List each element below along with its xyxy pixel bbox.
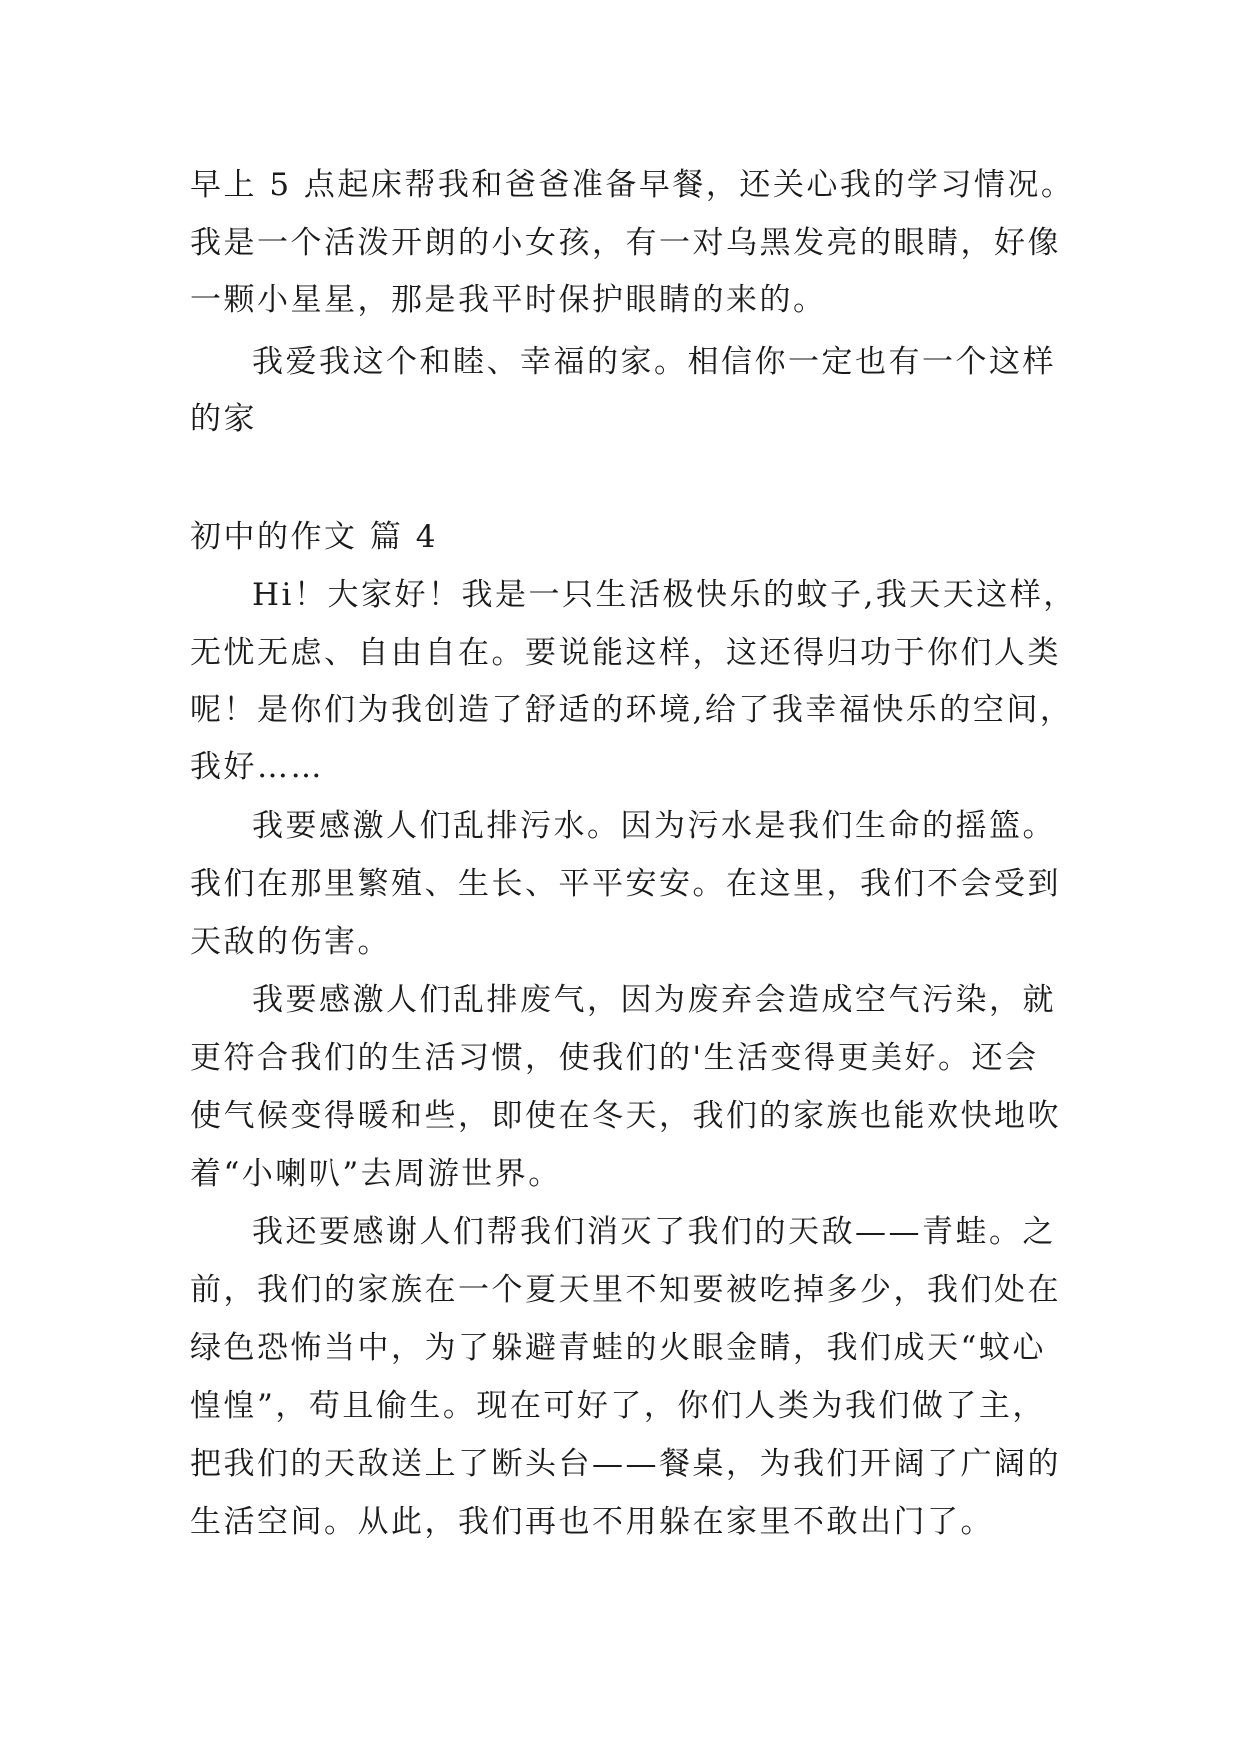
text-line: 更符合我们的生活习惯，使我们的'生活变得更美好。还会 bbox=[190, 1040, 1039, 1076]
text-line: 呢！是你们为我创造了舒适的环境,给了我幸福快乐的空间， bbox=[190, 692, 1074, 728]
text-line: 使气候变得暖和些，即使在冬天，我们的家族也能欢快地吹 bbox=[190, 1098, 1061, 1134]
text-line: 的家 bbox=[190, 401, 257, 437]
text-line: Hi！大家好！我是一只生活极快乐的蚊子,我天天这样， bbox=[252, 577, 1077, 613]
text-line: 把我们的天敌送上了断头台——餐桌，为我们开阔了广阔的 bbox=[190, 1446, 1061, 1482]
text-line: 我爱我这个和睦、幸福的家。相信你一定也有一个这样 bbox=[252, 344, 1056, 380]
section-heading: 初中的作文 篇 4 bbox=[190, 519, 438, 555]
text-line: 早上 5 点起床帮我和爸爸准备早餐，还关心我的学习情况。 bbox=[190, 167, 1075, 203]
text-line: 我是一个活泼开朗的小女孩，有一对乌黑发亮的眼睛，好像 bbox=[190, 225, 1061, 261]
text-line: 我好…… bbox=[190, 749, 324, 785]
text-line: 一颗小星星，那是我平时保护眼睛的来的。 bbox=[190, 282, 827, 318]
text-line: 绿色恐怖当中，为了躲避青蛙的火眼金睛，我们成天“蚊心 bbox=[190, 1330, 1046, 1366]
text-line: 我要感激人们乱排污水。因为污水是我们生命的摇篮。 bbox=[252, 808, 1056, 844]
text-line: 无忧无虑、自由自在。要说能这样，这还得归功于你们人类 bbox=[190, 635, 1061, 671]
text-line: 前，我们的家族在一个夏天里不知要被吃掉多少，我们处在 bbox=[190, 1272, 1061, 1308]
text-line: 着“小喇叭”去周游世界。 bbox=[190, 1156, 562, 1192]
text-line: 我还要感谢人们帮我们消灭了我们的天敌——青蛙。之 bbox=[252, 1214, 1056, 1250]
text-line: 天敌的伤害。 bbox=[190, 924, 391, 960]
text-line: 我要感激人们乱排废气，因为废弃会造成空气污染，就 bbox=[252, 982, 1056, 1018]
text-line: 我们在那里繁殖、生长、平平安安。在这里，我们不会受到 bbox=[190, 866, 1061, 902]
text-line: 惶惶”，苟且偷生。现在可好了，你们人类为我们做了主， bbox=[190, 1388, 1046, 1424]
text-line: 生活空间。从此，我们再也不用躲在家里不敢出门了。 bbox=[190, 1504, 994, 1540]
